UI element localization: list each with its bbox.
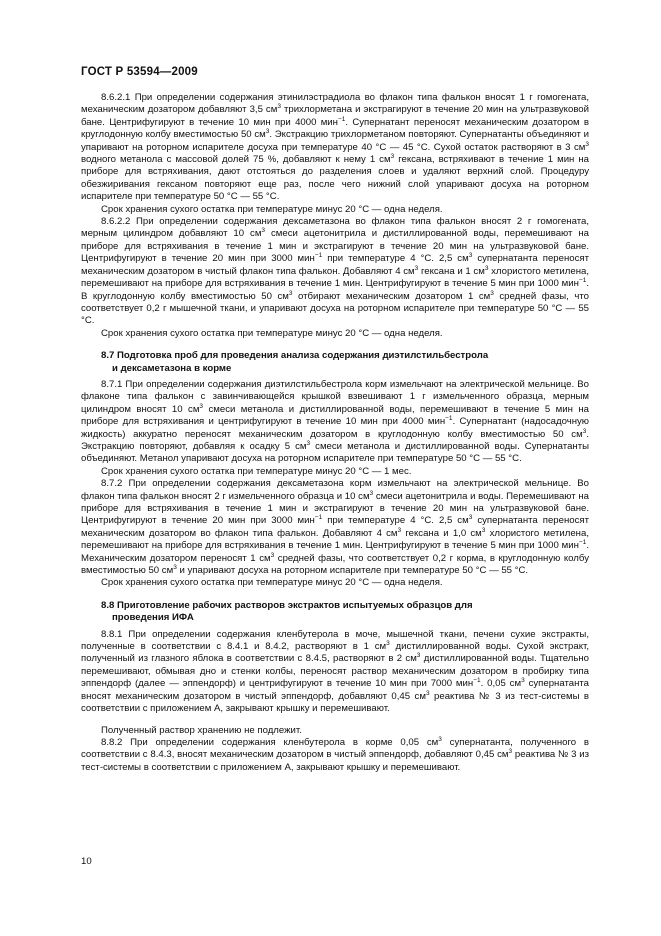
paragraph bbox=[81, 216, 589, 328]
superscript: −1 bbox=[473, 677, 481, 685]
standard-header: ГОСТ Р 53594—2009 bbox=[81, 66, 198, 78]
text-run: хлористого метилена, перемешивают на приборе для встряхивания в течение 1 мин. Центрифугируют в течение 5 мин при 1000 мин bbox=[81, 527, 589, 552]
text-run: 8.6.2.1 При определении содержания этинилэстрадиола во флакон типа фалькон вносят 1 г гомогената, механическим дозатором добавляют 3,5 см bbox=[81, 92, 589, 116]
superscript: 3 bbox=[484, 264, 489, 272]
text-run: . Экстракцию трихлорметаном повторяют. Супернатанты объединяют и упаривают на роторном испарителе досуха при температуре 40 °С — 45 °С. Сухой остаток растворяют в 3 см bbox=[81, 129, 589, 153]
text-run: отбирают механическим дозатором 1 см bbox=[292, 290, 491, 302]
superscript: 3 bbox=[265, 128, 270, 136]
text-run: при температуре 4 °С. 2,5 см bbox=[322, 253, 469, 265]
text-run: водного метанола с массовой долей 75 %, добавляют к нему 1 см bbox=[81, 154, 391, 166]
text-run: 8.7.1 При определении содержания диэтилстильбестрола корм измельчают на электрической мельнице. Во флаконе типа фалькон с завинчивающейся крышкой взвешивают 1 г измельченного образца, мерным цилиндром вносят 10 см bbox=[81, 378, 589, 415]
section-heading-line: 8.7 Подготовка проб для проведения анализа содержания диэтилстильбестрола bbox=[101, 350, 489, 362]
text-run: . В круглодонную колбу вместимостью 50 см bbox=[81, 278, 589, 302]
text-run: 8.8.1 При определении содержания кленбутерола в моче, мышечной ткани, печени сухие экстракты, полученные в соответствии с 8.4.1 и 8.4.2, растворяют в 1 см bbox=[81, 628, 589, 653]
superscript: 3 bbox=[390, 152, 395, 160]
section-heading bbox=[81, 350, 589, 375]
superscript: 3 bbox=[288, 289, 293, 297]
text-run: гексана, встряхивают в течение 1 мин на приборе для встряхивания, дают отстояться до разделения слоев и удаляют верхний слой. Процедуру обезжиривания гексаном повторяют еще раз, после чего нижний слой упаривают досуха на роторном испарителе при температуре 50 °С — 55 °С. bbox=[81, 154, 589, 203]
text-run: 8.8.2 При определении содержания кленбутерола в корме 0,05 см bbox=[101, 736, 439, 748]
superscript: 3 bbox=[270, 551, 275, 559]
superscript: 3 bbox=[397, 526, 402, 534]
text-run: гексана и 1 см bbox=[418, 265, 485, 277]
text-run: средней фазы, что соответствует 0,2 г корма, в круглодонную колбу вместимостью 50 см bbox=[81, 552, 589, 577]
superscript: −1 bbox=[578, 276, 587, 284]
superscript: −1 bbox=[314, 514, 323, 522]
superscript: −1 bbox=[337, 115, 346, 123]
superscript: 3 bbox=[414, 264, 419, 272]
text-run: 8.7.2 При определении содержания дексаметазона корм измельчают на электрической мельнице. Во флакон типа фалькон вносят 2 г измельченного образца и 10 см bbox=[81, 478, 589, 502]
text-run: трихлорметана и экстрагируют в течение 20 мин на ультразвуковой бане. Центрифугируют в течение 10 мин при 4000 мин bbox=[81, 104, 590, 128]
text-run: гексана и 1,0 см bbox=[401, 527, 482, 539]
text-run: реактива № 3 из тест-системы в соответствии с приложением А, закрывают крышку и перемешивают. bbox=[81, 690, 590, 715]
text-run: супернатанта вносят механическим дозатором в чистый эппендорф, добавляют 0,45 см bbox=[81, 678, 589, 702]
text-run: супернатанта переносят механическим дозатором во флакон типа фалькон. Добавляют 4 см bbox=[81, 515, 589, 539]
document-body bbox=[81, 92, 589, 774]
superscript: 3 bbox=[306, 439, 311, 447]
text-run: при температуре 4 °С. 2,5 см bbox=[322, 515, 469, 527]
text-run: Срок хранения сухого остатка при температуре минус 20 °С — одна неделя. bbox=[101, 327, 443, 339]
page-number: 10 bbox=[81, 856, 92, 867]
text-run: . 0,05 см bbox=[480, 678, 522, 690]
superscript: 3 bbox=[261, 227, 266, 235]
section-heading-line: и дексаметазона в корме bbox=[112, 362, 232, 374]
text-run: хлористого метилена, перемешивают на приборе для встряхивания в течение 1 мин. Центрифугируют в течение 5 мин при 1000 мин bbox=[81, 265, 589, 290]
paragraph bbox=[81, 204, 589, 216]
text-run: супернатанта, полученного в соответствии с 8.4.3, вносят механическим дозатором в чистый эппендорф, добавляют 0,45 см bbox=[81, 736, 589, 761]
superscript: 3 bbox=[369, 489, 374, 497]
superscript: 3 bbox=[468, 252, 473, 260]
paragraph bbox=[81, 629, 589, 716]
paragraph bbox=[81, 478, 589, 577]
superscript: 3 bbox=[386, 639, 390, 647]
text-run: средней фазы, что соответствует 0,2 г мышечной ткани, и упаривают досуха на роторном испарителе при температуре 50 °С — 55 °С. bbox=[81, 290, 590, 327]
text-run: и упаривают досуха на роторном испарителе при температуре 50 °С — 55 °С. bbox=[176, 565, 529, 577]
superscript: −1 bbox=[445, 414, 453, 422]
superscript: 3 bbox=[468, 514, 473, 522]
superscript: 3 bbox=[277, 103, 281, 111]
paragraph bbox=[81, 725, 589, 737]
superscript: 3 bbox=[521, 677, 525, 685]
text-run: смеси ацетонитрила и воды. Перемешивают на приборе для встряхивания в течение 1 мин и экстрагируют в течение 20 мин на ультразвуковой бане. Центрифугируют в течение 20 мин при 3000 мин bbox=[81, 490, 589, 527]
text-run: супернатанта переносят механическим дозатором в чистый флакон типа фалькон. Добавляют 4 см bbox=[81, 253, 589, 277]
paragraph bbox=[81, 737, 589, 774]
paragraph bbox=[81, 577, 589, 589]
text-run: дистиллированной воды. Тщательно перемешивают, обмывая дно и стенки колбы, переносят раствор механическим дозатором в пробирку типа эппендорф (далее — эппендорф) и центрифугируют в течение 10 мин при 7000 мин bbox=[81, 653, 590, 690]
text-run: Срок хранения сухого остатка при температуре минус 20 °С — одна неделя. bbox=[101, 577, 443, 589]
superscript: 3 bbox=[508, 748, 513, 756]
superscript: 3 bbox=[438, 735, 442, 743]
text-run: . Экстракцию повторяют, добавляя к осадку 5 см bbox=[81, 428, 589, 452]
section-heading-line: проведения ИФА bbox=[112, 612, 194, 624]
section-heading bbox=[81, 600, 589, 625]
superscript: 3 bbox=[490, 289, 494, 297]
section-heading-line: 8.8 Приготовление рабочих растворов экстрактов испытуемых образцов для bbox=[101, 599, 473, 611]
text-run: . Супернатант переносят механическим дозатором в круглодонную колбу вместимостью 50 см bbox=[81, 116, 590, 141]
text-run: . Механическим дозатором переносят 1 см bbox=[81, 540, 589, 564]
paragraph bbox=[81, 92, 589, 204]
paragraph bbox=[81, 466, 589, 478]
text-run: . Супернатант (надосадочную жидкость) аккуратно переносят механическим дозатором в круглодонную колбу вместимостью 50 см bbox=[81, 416, 590, 440]
superscript: −1 bbox=[578, 539, 587, 547]
text-run: смеси метанола и дистиллированной воды, перемешивают в течение 5 мин на приборе для встряхивания и центрифугируют в течение 10 мин при 4000 мин bbox=[81, 403, 589, 428]
text-run: Срок хранения сухого остатка при температуре минус 20 °С — одна неделя. bbox=[101, 203, 443, 215]
superscript: −1 bbox=[314, 252, 323, 260]
superscript: 3 bbox=[199, 402, 204, 410]
text-run: реактива № 3 из тест-системы в соответствии с приложением А, закрывают крышку и перемешивают. bbox=[81, 749, 590, 773]
text-run: смеси ацетонитрила и дистиллированной воды, перемешивают на приборе для встряхивания в течение 1 мин и экстрагируют в течение 20 мин на ультразвуковой бане. Центрифугируют в течение 20 мин при 3000 мин bbox=[81, 228, 589, 265]
paragraph bbox=[81, 379, 589, 466]
text-run: 8.6.2.2 При определении содержания дексаметазона во флакон типа фалькон вносят 2 г гомогената, мерным цилиндром добавляют 10 см bbox=[81, 216, 589, 240]
text-run: смеси метанола и дистиллированной воды. Супернатанты объединяют. Метанол упаривают досуха на роторном испарителе при температуре 50 °С — 55 °С. bbox=[81, 440, 590, 465]
superscript: 3 bbox=[481, 526, 486, 534]
superscript: 3 bbox=[425, 689, 430, 697]
superscript: 3 bbox=[416, 652, 421, 660]
superscript: 3 bbox=[173, 563, 177, 571]
superscript: 3 bbox=[582, 427, 587, 435]
superscript: 3 bbox=[585, 140, 589, 148]
text-run: Полученный раствор хранению не подлежит. bbox=[101, 724, 302, 736]
paragraph bbox=[81, 328, 589, 340]
text-run: Срок хранения сухого остатка при температуре минус 20 °С — 1 мес. bbox=[101, 465, 412, 477]
text-run: дистиллированной воды. Сухой экстракт, полученный из глазного яблока в соответствии с 8.4.5, растворяют в 2 см bbox=[81, 641, 589, 665]
